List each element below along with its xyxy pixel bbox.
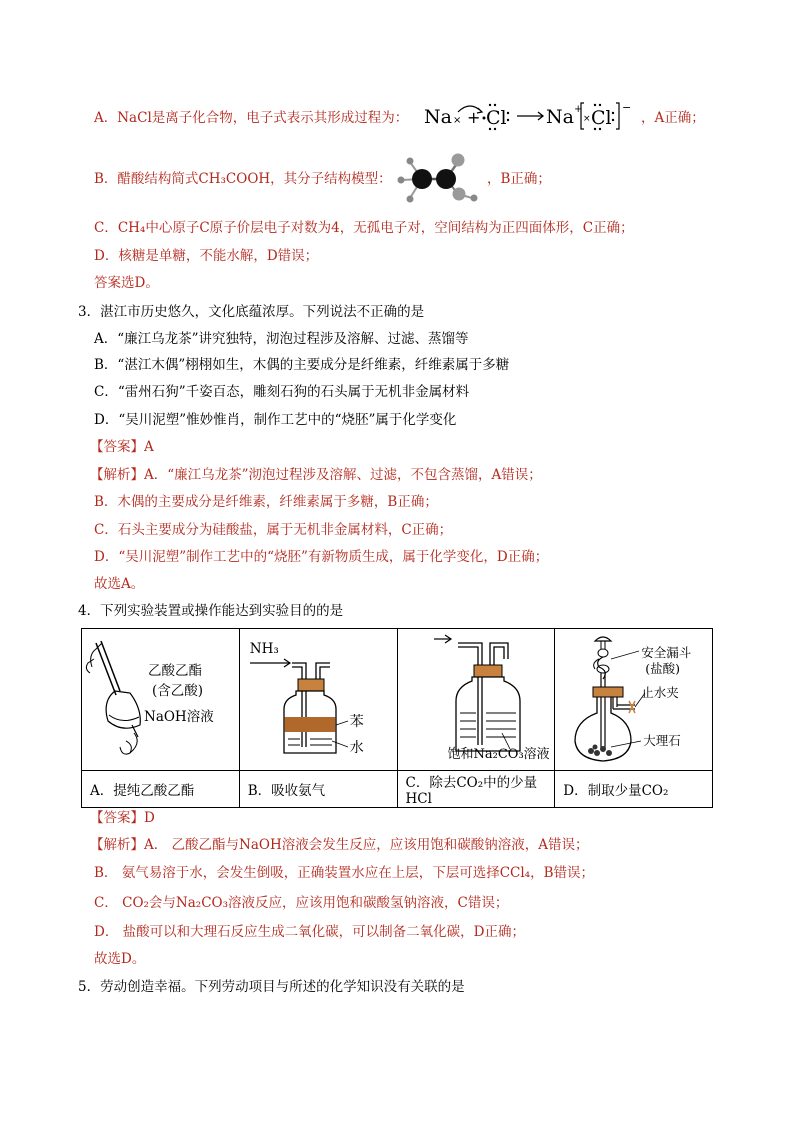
na-ion: Na [546,106,574,128]
electron-formula-diagram [420,96,638,136]
q3-choice: 故选A。 [94,576,145,592]
q2-option-a-result: ，A正确； [641,110,705,126]
acetic-acid-model [396,150,486,208]
q4-analysis-b: B． 氨气易溶于水，会发生倒吸，正确装置水应在上层，下层可选择CCl₄，B错误； [94,865,595,881]
figure-a-cell [82,629,240,771]
figure-d-label-clamp: 止水夹 [641,685,679,700]
q4-analysis-c: C． CO₂会与Na₂CO₃溶液反应，应该用饱和碳酸氢钠溶液，C错误； [94,895,509,911]
q4-analysis-d: D． 盐酸可以和大理石反应生成二氧化碳，可以制备二氧化碳，D正确； [94,924,525,940]
q3-stem: 3．湛江市历史悠久，文化底蕴浓厚。下列说法不正确的是 [78,304,425,320]
water-stop-clamp [629,701,635,713]
caption-b: B．吸收氨气 [239,771,397,808]
benzene-layer [284,717,335,732]
caption-a: A．提纯乙酸乙酯 [82,771,240,808]
q3-analysis-c: C．石头主要成分为硅酸盐，属于无机非金属材料，C正确； [94,522,453,538]
bracket-right [616,103,619,129]
q2-option-d: D．核糖是单糖，不能水解，D错误； [94,248,319,264]
figure-a-label-naoh: NaOH溶液 [144,709,214,725]
svg-text:×: × [583,114,591,124]
electron-cross: × [453,115,462,126]
safety-funnel [595,637,611,641]
funnel-neck [96,643,116,695]
q3-analysis-a: 【解析】A．“廉江乌龙茶”沏泡过程涉及溶解、过滤，不包含蒸馏，A错误； [90,467,542,483]
na-symbol: Na [424,106,452,128]
nacl-formation-equation [420,96,638,136]
figure-d-cell [555,629,713,771]
q4-stem: 4．下列实验装置或操作能达到实验目的的是 [78,603,344,619]
q3-option-c: C．“雷州石狗”千姿百态，雕刻石狗的石头属于无机非金属材料 [94,384,470,400]
figure-c-cell [397,629,555,771]
cl-symbol: Cl [486,107,507,129]
q2-option-b-result: ，B正确； [487,171,551,187]
figure-a-label-acid: (含乙酸) [152,683,204,699]
q4-experiment-table [81,628,713,808]
funnel-body [106,691,140,728]
q3-answer: 【答案】A [90,439,154,455]
plus-sign: + [467,108,481,127]
figure-b-layer-benzene: 苯 [349,714,364,730]
figure-b-layer-water: 水 [349,740,364,756]
stopper-c [474,665,502,677]
stopper [298,679,324,691]
q3-option-a: A．“廉江乌龙茶”讲究独特，沏泡过程涉及溶解、过滤、蒸馏等 [94,331,469,347]
q2-option-a-text: A．NaCl是离子化合物，电子式表示其形成过程为： [94,110,409,126]
figure-c-solution-label: 饱和Na₂CO₃溶液 [447,747,550,762]
q3-analysis-b: B．木偶的主要成分是纤维素，纤维素属于多糖，B正确； [94,494,438,510]
q2-option-b: B．醋酸结构简式CH₃COOH，其分子结构模型： [94,171,392,187]
stopper-d [593,687,623,697]
q4-choice: 故选D。 [94,951,146,967]
figure-d-label-funnel: 安全漏斗 [641,645,692,660]
caption-c: C．除去CO₂中的少量HCl [397,771,555,808]
figure-a-label-ester: 乙酸乙酯 [148,663,202,679]
q4-answer: 【答案】D [90,810,155,826]
q5-stem: 5．劳动创造幸福。下列劳动项目与所述的化学知识没有关联的是 [78,979,465,995]
figure-b-gas-label: NH₃ [249,641,279,657]
figure-d-label-marble: 大理石 [643,733,681,748]
q3-option-d: D．“吴川泥塑”惟妙惟肖，制作工艺中的“烧胚”属于化学变化 [94,412,457,428]
separatory-funnel-figure [82,629,226,769]
na-charge: + [574,104,583,115]
caption-d: D．制取少量CO₂ [555,771,713,808]
figure-d-label-hcl: (盐酸) [645,661,681,676]
q2-option-a [94,108,408,128]
q4-analysis-a: 【解析】A． 乙酸乙酯与NaOH溶液会发生反应，应该用饱和碳酸钠溶液，A错误； [90,837,589,853]
bottle-c [456,677,520,751]
q2-choice: 答案选D。 [94,275,159,291]
figure-b-cell [239,629,397,771]
cl-charge: − [622,101,632,114]
q3-analysis-d: D．“吴川泥塑”制作工艺中的“烧胚”有新物质生成，属于化学变化，D正确； [94,549,549,565]
cl-ion: Cl [591,107,612,129]
q3-option-b: B．“湛江木偶”栩栩如生，木偶的主要成分是纤维素，纤维素属于多糖 [94,357,510,373]
q2-option-c: C．CH₄中心原子C原子价层电子对数为4，无孤电子对，空间结构为正四面体形，C正确； [94,220,634,236]
